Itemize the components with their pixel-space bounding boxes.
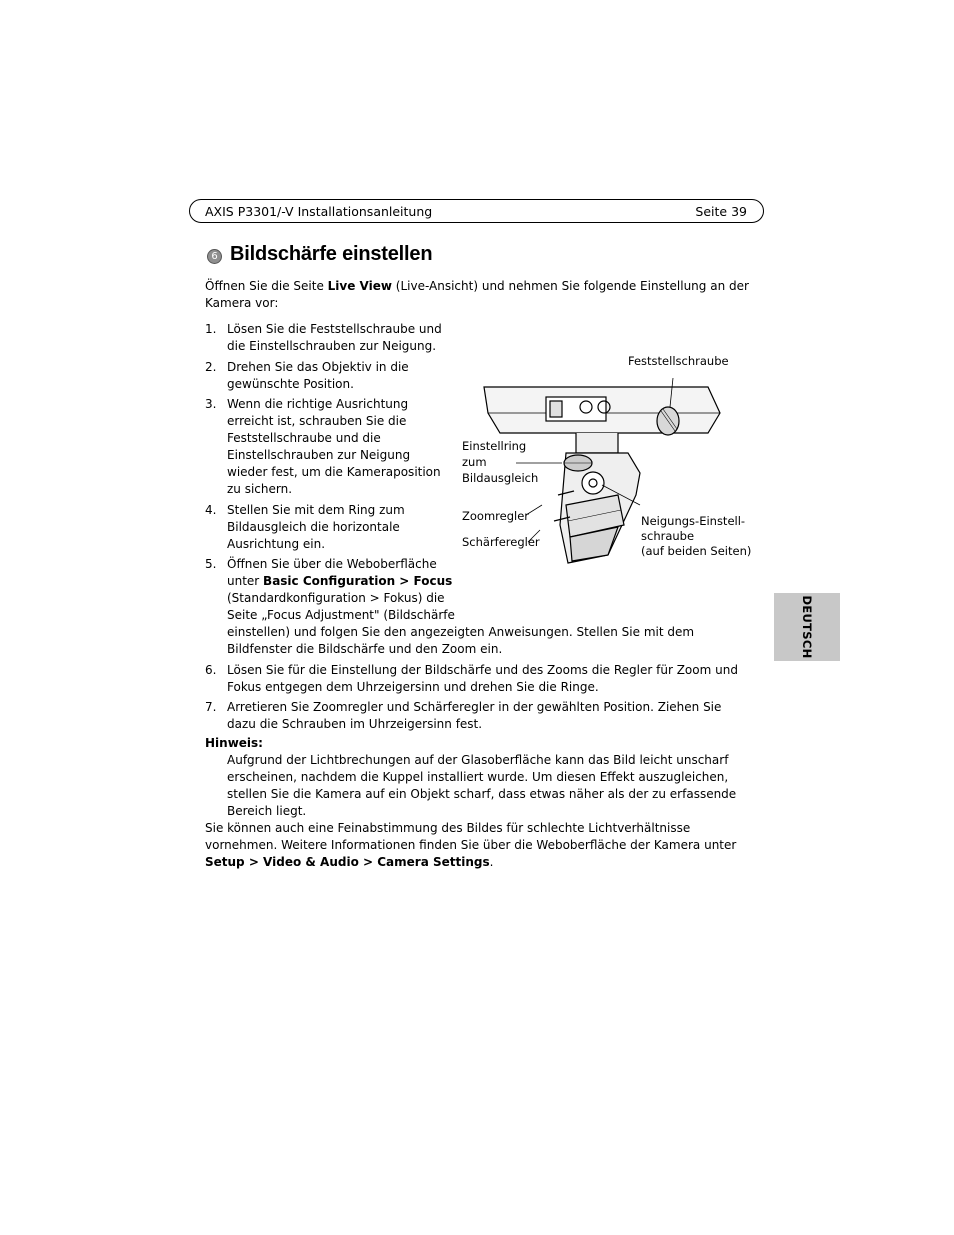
page-number: Seite 39: [695, 203, 747, 219]
label-adjustment-ring: [462, 438, 538, 486]
hint-label: Hinweis:: [205, 736, 263, 750]
page-title: Bildschärfe einstellen: [230, 243, 433, 265]
outro-text: Sie können auch eine Feinabstimmung des Bildes für schlechte Lichtverhältnisse vornehmen. Weitere Informationen finden Sie über die Weboberfläche der Kamera unter: [205, 821, 737, 852]
label-focus-puller: Schärferegler: [462, 535, 540, 549]
list-number: 7.: [205, 700, 217, 714]
camera-diagram: [458, 345, 758, 585]
menu-path: Basic Configuration > Focus: [263, 574, 453, 588]
list-text: Öffnen Sie über die Weboberfläche: [227, 557, 437, 571]
language-tab: [774, 593, 840, 661]
list-number: 3.: [205, 397, 217, 411]
label-lock-screw: Feststellschraube: [628, 354, 729, 368]
label-tilt-line: Neigungs-Einstell-: [641, 514, 746, 528]
list-text: (Standardkonfiguration > Fokus) die: [227, 591, 445, 605]
label-tilt-line: (auf beiden Seiten): [641, 544, 752, 558]
intro-bold: Live View: [327, 279, 392, 293]
label-zoom-puller: Zoomregler: [462, 509, 530, 523]
intro-paragraph: [205, 278, 750, 312]
hint-text: Aufgrund der Lichtbrechungen auf der Glasoberfläche kann das Bild leicht unscharf erscheinen, nachdem die Kuppel installiert wurde. Um diesen Effekt auszugleichen, stellen Sie die Kamera auf ein Objekt scharf, dass etwas näher als der zu erfassende Bereich liegt.: [227, 753, 737, 818]
list-number: 2.: [205, 359, 217, 374]
list-number: 4.: [205, 502, 217, 517]
intro-text-end: (Live-Ansicht) und nehmen Sie folgende Einstellung an der Kamera vor:: [205, 279, 749, 310]
list-text: Seite „Focus Adjustment" (Bildschärfe: [227, 608, 455, 622]
list-item: [205, 699, 745, 733]
list-item: [205, 321, 445, 355]
menu-path: Setup > Video & Audio > Camera Settings: [205, 855, 490, 869]
outro-end: .: [489, 855, 494, 869]
section-heading: [207, 243, 432, 266]
document-title: AXIS P3301/-V Installationsanleitung: [205, 203, 433, 219]
list-item: [205, 396, 445, 498]
page-header: [189, 199, 764, 223]
intro-text: Öffnen Sie die Seite: [205, 279, 328, 293]
outro-paragraph: [205, 820, 745, 871]
label-tilt-line: schraube: [641, 529, 695, 543]
list-text: unter: [227, 574, 264, 588]
list-text: Stellen Sie mit dem Ring zum Bildausgleich die horizontale Ausrichtung ein.: [227, 502, 405, 551]
list-number: 5.: [205, 557, 217, 571]
list-text: Lösen Sie die Feststellschraube und die Einstellschrauben zur Neigung.: [227, 322, 442, 353]
label-ring-line: Einstellring: [462, 439, 527, 453]
list-number: 1.: [205, 322, 217, 336]
step-number-badge: 6: [207, 249, 222, 264]
label-tilt-screw: [641, 514, 751, 559]
list-item: [205, 662, 745, 696]
list-item: [205, 502, 445, 553]
list-text: Lösen Sie für die Einstellung der Bildschärfe und des Zooms die Regler für Zoom und Fokus entgegen dem Uhrzeigersinn und drehen Sie die Ringe.: [227, 662, 738, 694]
label-ring-line: Bildausgleich: [462, 471, 539, 485]
list-text: Arretieren Sie Zoomregler und Schärferegler in der gewählten Position. Ziehen Sie dazu die Schrauben im Uhrzeigersinn fest.: [227, 700, 722, 731]
label-ring-line: zum: [462, 455, 487, 469]
list-text: einstellen) und folgen Sie den angezeigten Anweisungen. Stellen Sie mit dem Bildfenster die Bildschärfe und den Zoom ein.: [227, 625, 695, 656]
list-text: Wenn die richtige Ausrichtung erreicht ist, schrauben Sie die Feststellschraube und die Einstellschrauben zur Neigung wieder fest, um die Kameraposition zu sichern.: [227, 397, 441, 496]
language-tab-label: DEUTSCH: [800, 595, 814, 659]
list-item: [205, 359, 445, 393]
list-text: Drehen Sie das Objektiv in die gewünschte Position.: [227, 359, 409, 391]
list-number: 6.: [205, 662, 217, 677]
